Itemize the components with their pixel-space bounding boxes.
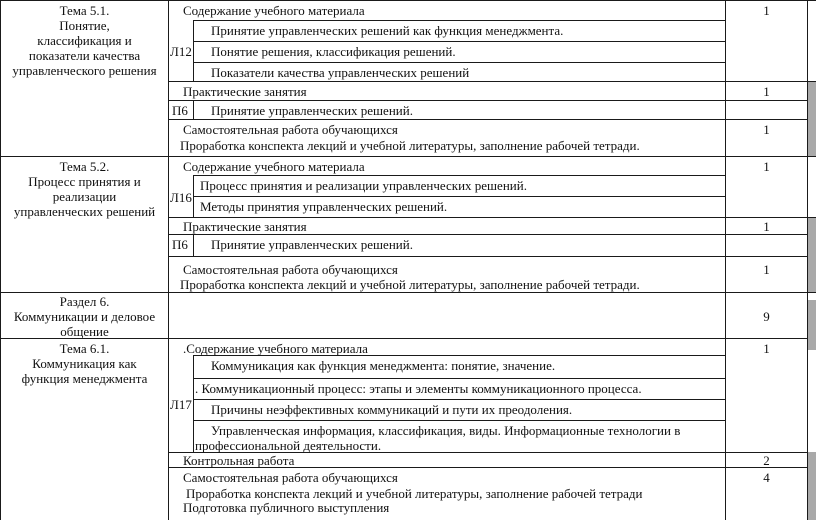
practice-item: Принятие управленческих решений. (211, 237, 413, 252)
rule (168, 119, 816, 120)
lesson-code: Л12 (170, 44, 192, 59)
control-header: Контрольная работа (183, 453, 295, 468)
selfwork-desc: Проработка конспекта лекций и учебной литературы, заполнение рабочей тетради. (180, 277, 640, 292)
content-item: Коммуникация как функция менеджмента: понятие, значение. (211, 358, 556, 373)
content-header: .Содержание учебного материала (183, 341, 368, 356)
content-item: . Коммуникационный процесс: этапы и элементы коммуникационного процесса. (195, 381, 642, 396)
selfwork-desc: Проработка конспекта лекций и учебной литературы, заполнение рабочей тетради. (180, 138, 640, 153)
selfwork-header: Самостоятельная работа обучающихся (183, 262, 398, 277)
content-item: Показатели качества управленческих решений (211, 65, 470, 80)
rule (193, 399, 725, 400)
rule (193, 20, 194, 82)
topic-6-1: Тема 6.1. Коммуникация как функция менеджмента (21, 341, 148, 386)
rule (725, 0, 726, 520)
table-top-border (0, 0, 816, 1)
practice-code: П6 (172, 237, 188, 252)
lesson-code: Л16 (170, 190, 192, 205)
practice-header: Практические занятия (183, 219, 307, 234)
rule (0, 156, 816, 157)
hours-cell: 1 (763, 159, 770, 174)
hours-cell: 1 (763, 219, 770, 234)
rule (168, 81, 816, 82)
scroll-strip (808, 300, 816, 350)
rule (193, 175, 725, 176)
practice-code: П6 (172, 103, 188, 118)
scroll-strip (808, 218, 816, 292)
content-item: Методы принятия управленческих решений. (200, 199, 448, 214)
rule (0, 0, 1, 520)
rule (193, 378, 725, 379)
content-item: Процесс принятия и реализации управленческих решений. (200, 178, 527, 193)
rule (193, 420, 725, 421)
rule (193, 175, 194, 217)
rule (168, 100, 816, 101)
lesson-code: Л17 (170, 397, 192, 412)
hours-cell: 1 (763, 262, 770, 277)
selfwork-desc: Проработка конспекта лекций и учебной литературы, заполнение рабочей тетради (186, 486, 643, 501)
selfwork-desc: Подготовка публичного выступления (183, 500, 390, 515)
rule (193, 20, 725, 21)
hours-cell: 1 (763, 84, 770, 99)
scroll-strip (808, 82, 816, 156)
hours-cell: 1 (763, 122, 770, 137)
hours-cell: 4 (763, 470, 770, 485)
content-header: Содержание учебного материала (183, 3, 365, 18)
rule (193, 234, 194, 256)
rule (193, 100, 194, 119)
hours-cell: 1 (763, 3, 770, 18)
content-item: Причины неэффективных коммуникаций и пути их преодоления. (211, 402, 573, 417)
hours-cell: 2 (763, 453, 770, 468)
rule (168, 234, 816, 235)
content-header: Содержание учебного материала (183, 159, 365, 174)
content-item: Принятие управленческих решений как функция менеджмента. (211, 23, 564, 38)
rule (193, 41, 725, 42)
content-item: профессиональной деятельности. (195, 438, 382, 453)
section-6: Раздел 6. Коммуникации и деловое общение (13, 294, 156, 339)
topic-5-1: Тема 5.1. Понятие, классификация и показатели качества управленческого решения (12, 3, 157, 78)
rule (193, 62, 725, 63)
rule (168, 256, 816, 257)
hours-cell: 9 (763, 309, 770, 324)
rule (168, 217, 816, 218)
practice-item: Принятие управленческих решений. (211, 103, 413, 118)
rule (168, 0, 169, 520)
content-item: Управленческая информация, классификация, виды. Информационные технологии в (211, 423, 681, 438)
scroll-strip (808, 452, 816, 520)
content-item: Понятие решения, классификация решений. (211, 44, 456, 59)
practice-header: Практические занятия (183, 84, 307, 99)
rule (193, 196, 725, 197)
selfwork-header: Самостоятельная работа обучающихся (183, 122, 398, 137)
hours-cell: 1 (763, 341, 770, 356)
topic-5-2: Тема 5.2. Процесс принятия и реализации управленческих решений (13, 159, 156, 219)
rule (0, 292, 816, 293)
rule (193, 355, 194, 452)
selfwork-header: Самостоятельная работа обучающихся (183, 470, 398, 485)
